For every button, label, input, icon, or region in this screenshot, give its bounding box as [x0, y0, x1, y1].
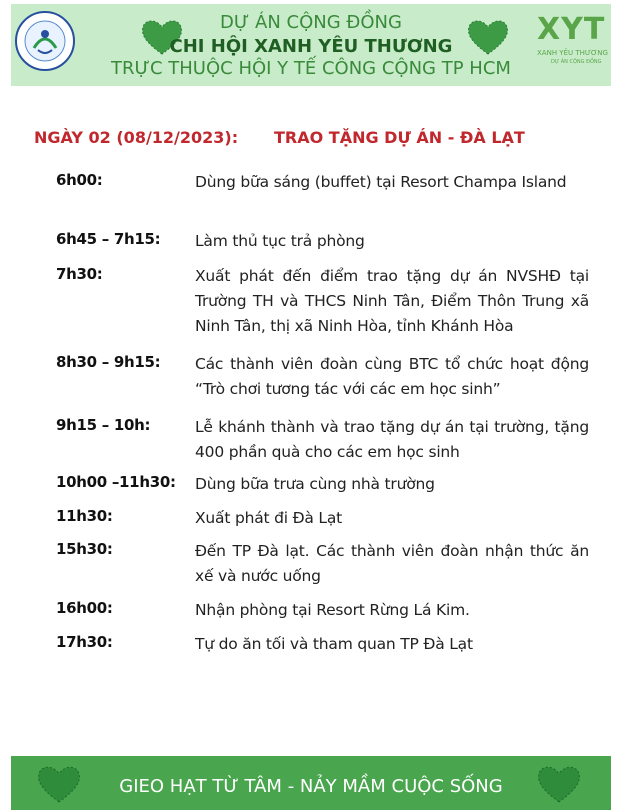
schedule-desc: Tự do ăn tối và tham quan TP Đà Lạt — [195, 635, 473, 653]
day-title — [34, 128, 525, 147]
schedule-time: 6h00: — [56, 171, 103, 189]
xyt-logo-subtitle: XANH YÊU THƯƠNG — [537, 49, 608, 57]
schedule-desc: Xuất phát đi Đà Lạt — [195, 509, 343, 527]
header-line-1: DỰ ÁN CỘNG ĐỒNG — [220, 12, 402, 33]
schedule-desc: Dùng bữa trưa cùng nhà trường — [195, 475, 435, 493]
schedule-desc: Nhận phòng tại Resort Rừng Lá Kim. — [195, 601, 470, 619]
schedule-desc: Các thành viên đoàn cùng BTC tổ chức hoạt động “Trò chơi tương tác với các em học sinh” — [195, 355, 589, 398]
schedule-desc: Đến TP Đà lạt. Các thành viên đoàn nhận thức ăn xế và nước uống — [195, 542, 589, 585]
header-banner — [11, 4, 611, 86]
xyt-logo-text: XYT — [537, 12, 606, 47]
xyt-logo — [537, 12, 611, 82]
schedule-desc: Dùng bữa sáng (buffet) tại Resort Champa Island — [195, 173, 567, 191]
xyt-logo-subtitle-2: DỰ ÁN CỘNG ĐỒNG — [551, 59, 602, 65]
schedule-desc: Xuất phát đến điểm trao tặng dự án NVSHĐ tại Trường TH và THCS Ninh Tân, Điểm Thôn Trung xã Ninh Tân, thị xã Ninh Hòa, tỉnh Khánh Hòa — [195, 267, 589, 335]
header-line-2: CHI HỘI XANH YÊU THƯƠNG — [169, 36, 453, 57]
header-line-3: TRỰC THUỘC HỘI Y TẾ CÔNG CỘNG TP HCM — [111, 58, 511, 79]
day-destination: TRAO TẶNG DỰ ÁN - ĐÀ LẠT — [274, 128, 525, 147]
schedule-time: 15h30: — [56, 540, 113, 558]
schedule-time: 16h00: — [56, 599, 113, 617]
schedule-time: 17h30: — [56, 633, 113, 651]
schedule-time: 10h00 –11h30: — [56, 473, 176, 491]
schedule-time: 9h15 – 10h: — [56, 416, 151, 434]
schedule-desc: Lễ khánh thành và trao tặng dự án tại trường, tặng 400 phần quà cho các em học sinh — [195, 418, 589, 461]
schedule-desc: Làm thủ tục trả phòng — [195, 232, 365, 250]
schedule-time: 8h30 – 9h15: — [56, 353, 161, 371]
footer-slogan: GIEO HẠT TỪ TÂM - NẢY MẦM CUỘC SỐNG — [119, 776, 503, 797]
schedule-time: 7h30: — [56, 265, 103, 283]
day-label: NGÀY 02 (08/12/2023): — [34, 128, 239, 147]
schedule-time: 11h30: — [56, 507, 113, 525]
footer-banner — [11, 756, 611, 810]
schedule-time: 6h45 – 7h15: — [56, 230, 161, 248]
